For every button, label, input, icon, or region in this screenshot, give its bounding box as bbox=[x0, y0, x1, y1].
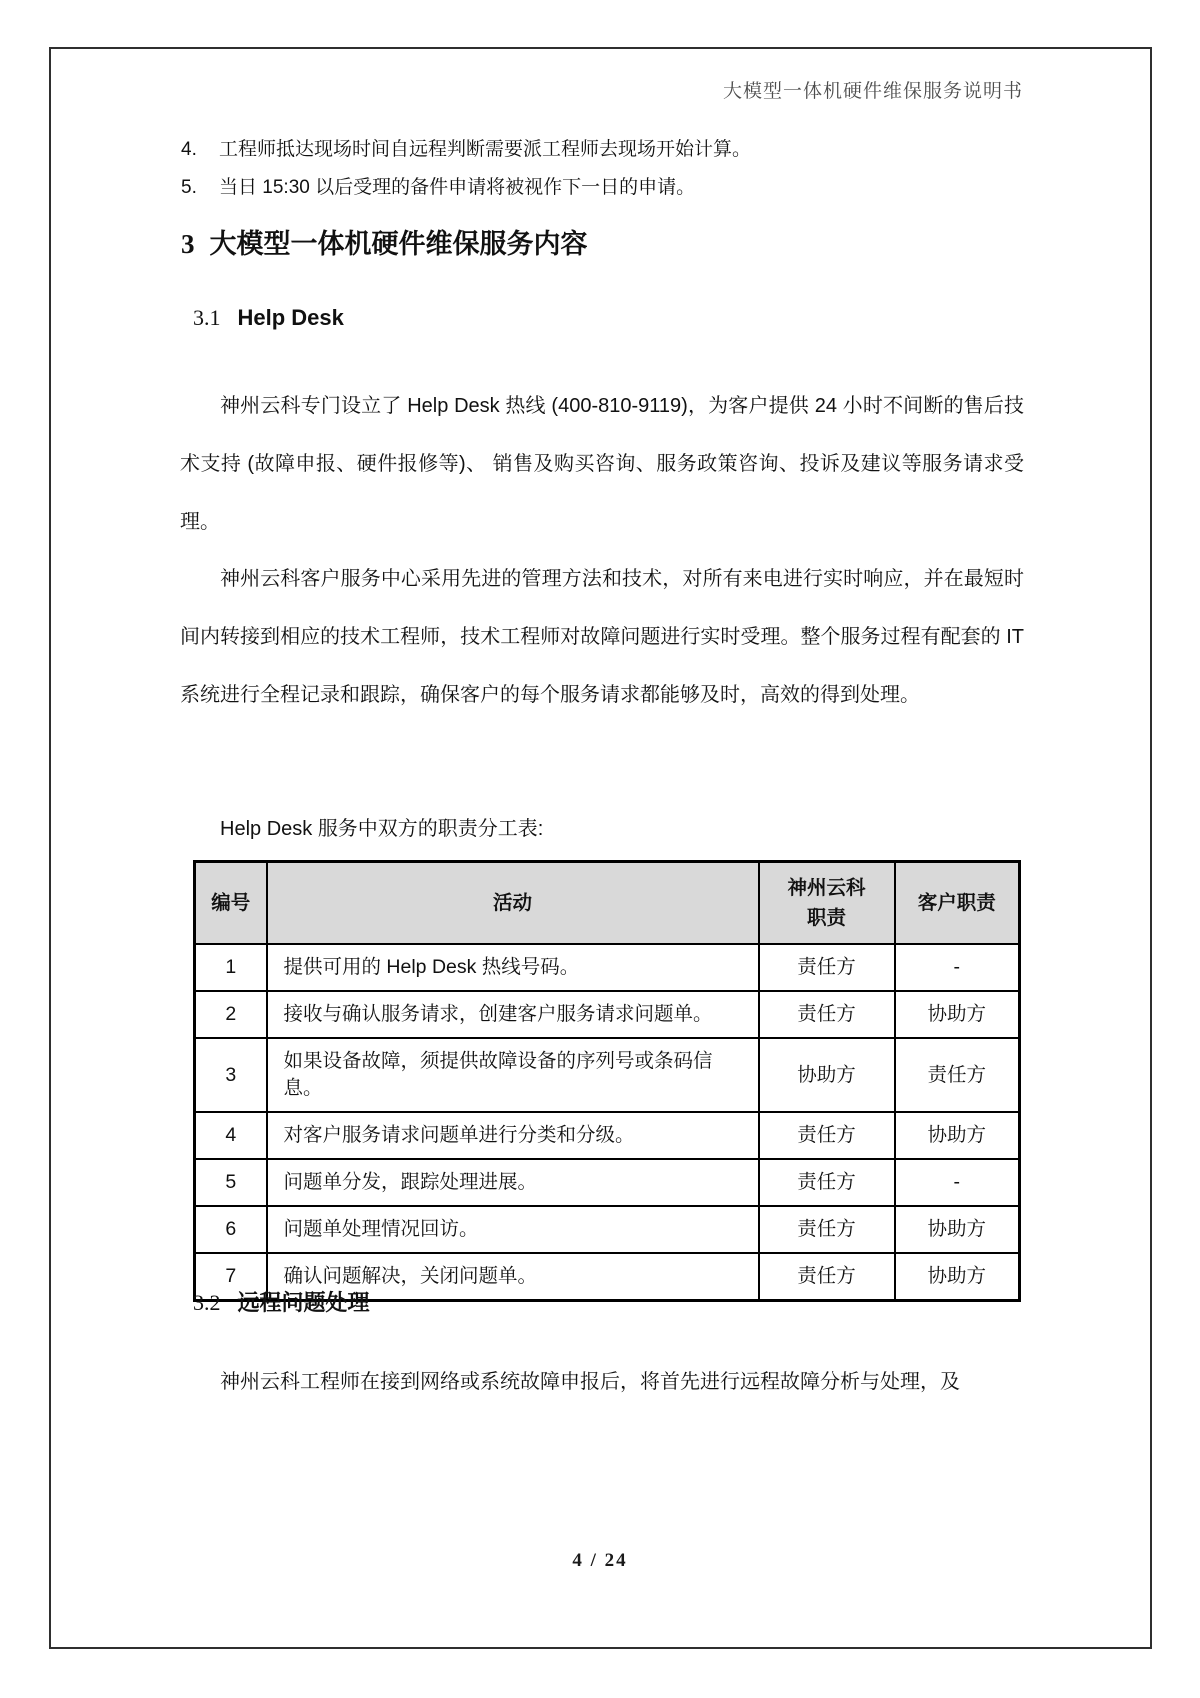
cell-number: 2 bbox=[195, 991, 267, 1038]
table-row bbox=[195, 1038, 1020, 1112]
cell-activity: 接收与确认服务请求，创建客户服务请求问题单。 bbox=[267, 991, 759, 1038]
cell-customer-duty: 协助方 bbox=[895, 1253, 1020, 1301]
cell-csk-duty: 责任方 bbox=[759, 1159, 895, 1206]
section-3-heading bbox=[181, 222, 588, 261]
section-3-number: 3 bbox=[181, 229, 195, 259]
cell-customer-duty: 协助方 bbox=[895, 991, 1020, 1038]
cell-csk-duty: 责任方 bbox=[759, 944, 895, 991]
table-header-row bbox=[195, 862, 1020, 945]
cell-number: 5 bbox=[195, 1159, 267, 1206]
table-row bbox=[195, 991, 1020, 1038]
cell-csk-duty: 责任方 bbox=[759, 991, 895, 1038]
col-header-csk-line1: 神州云科 bbox=[787, 877, 866, 899]
cell-activity: 确认问题解决，关闭问题单。 bbox=[267, 1253, 759, 1301]
cell-activity: 如果设备故障，须提供故障设备的序列号或条码信息。 bbox=[267, 1038, 759, 1112]
cell-customer-duty: 责任方 bbox=[895, 1038, 1020, 1112]
cell-number: 1 bbox=[195, 944, 267, 991]
cell-csk-duty: 责任方 bbox=[759, 1206, 895, 1253]
page-number-indicator: 4 / 24 bbox=[572, 1550, 628, 1571]
section-3-2-heading bbox=[193, 1286, 370, 1317]
cell-activity: 问题单处理情况回访。 bbox=[267, 1206, 759, 1253]
table-row bbox=[195, 1206, 1020, 1253]
cell-number: 7 bbox=[195, 1253, 267, 1301]
table-row bbox=[195, 1159, 1020, 1206]
cell-csk-duty: 责任方 bbox=[759, 1253, 895, 1301]
col-header-number: 编号 bbox=[195, 862, 267, 945]
paragraph-remote-handling: 神州云科工程师在接到网络或系统故障申报后，将首先进行远程故障分析与处理，及 bbox=[220, 1371, 960, 1393]
section-3-title: 大模型一体机硬件维保服务内容 bbox=[209, 229, 588, 259]
section-3-2-title: 远程问题处理 bbox=[237, 1290, 370, 1315]
list-item bbox=[181, 138, 1024, 161]
cell-activity: 对客户服务请求问题单进行分类和分级。 bbox=[267, 1112, 759, 1159]
table-row bbox=[195, 1112, 1020, 1159]
document-header-title: 大模型一体机硬件维保服务说明书 bbox=[722, 81, 1023, 102]
cell-customer-duty: 协助方 bbox=[895, 1112, 1020, 1159]
cell-csk-duty: 协助方 bbox=[759, 1038, 895, 1112]
col-header-customer-duty: 客户职责 bbox=[895, 862, 1020, 945]
numbered-list bbox=[181, 138, 1024, 214]
cell-customer-duty: 协助方 bbox=[895, 1206, 1020, 1253]
col-header-csk-duty bbox=[759, 862, 895, 945]
cell-number: 4 bbox=[195, 1112, 267, 1159]
list-item-text: 当日 15:30 以后受理的备件申请将被视作下一日的申请。 bbox=[219, 177, 696, 198]
cell-number: 3 bbox=[195, 1038, 267, 1112]
table-caption: Help Desk 服务中双方的职责分工表: bbox=[220, 818, 544, 840]
paragraph-service-center: 神州云科客户服务中心采用先进的管理方法和技术，对所有来电进行实时响应，并在最短时间内转接到相应的技术工程师，技术工程师对故障问题进行实时受理。整个服务过程有配套的 IT 系统进行全程记录和跟踪，确保客户的每个服务请求都能够及时，高效的得到处理。 bbox=[180, 568, 1024, 706]
col-header-activity: 活动 bbox=[267, 862, 759, 945]
col-header-csk-line2: 职责 bbox=[806, 907, 846, 929]
cell-activity: 问题单分发，跟踪处理进展。 bbox=[267, 1159, 759, 1206]
cell-activity: 提供可用的 Help Desk 热线号码。 bbox=[267, 944, 759, 991]
cell-customer-duty: - bbox=[895, 1159, 1020, 1206]
cell-customer-duty: - bbox=[895, 944, 1020, 991]
list-item-number: 4. bbox=[181, 139, 197, 160]
section-3-2-number: 3.2 bbox=[193, 1290, 221, 1315]
list-item-number: 5. bbox=[181, 177, 197, 198]
cell-csk-duty: 责任方 bbox=[759, 1112, 895, 1159]
responsibility-table bbox=[193, 860, 1021, 1302]
list-item bbox=[181, 176, 1024, 199]
table-row bbox=[195, 944, 1020, 991]
list-item-text: 工程师抵达现场时间自远程判断需要派工程师去现场开始计算。 bbox=[219, 139, 752, 160]
cell-number: 6 bbox=[195, 1206, 267, 1253]
section-3-1-title: Help Desk bbox=[237, 305, 344, 330]
section-3-1-heading bbox=[193, 305, 344, 331]
paragraph-helpdesk-intro: 神州云科专门设立了 Help Desk 热线 (400-810-9119)，为客户提供 24 小时不间断的售后技术支持 (故障申报、硬件报修等)、 销售及购买咨询、服务政策咨询、投诉及建议等服务请求受理。 bbox=[180, 395, 1024, 533]
section-3-1-number: 3.1 bbox=[193, 305, 221, 330]
